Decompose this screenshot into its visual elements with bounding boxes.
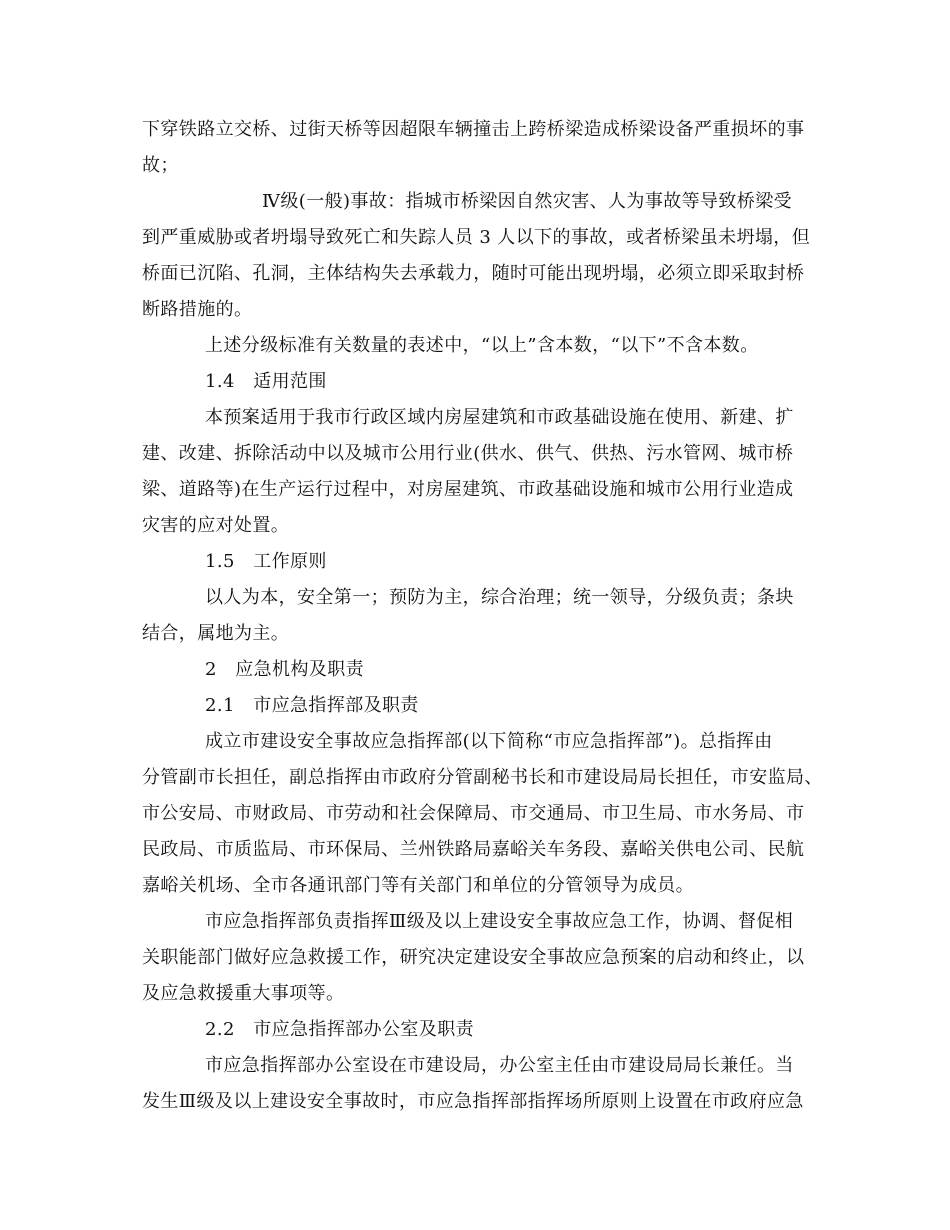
text-line: 结合，属地为主。 xyxy=(142,623,290,644)
text-line: 灾害的应对处置。 xyxy=(142,515,290,536)
text-line: 梁、道路等)在生产运行过程中，对房屋建筑、市政基础设施和城市公用行业造成 xyxy=(142,479,794,500)
text-line: 桥面已沉陷、孔洞，主体结构失去承载力，随时可能出现坍塌，必须立即采取封桥 xyxy=(142,263,805,284)
text-line: 成立市建设安全事故应急指挥部(以下简称“市应急指挥部”)。总指挥由 xyxy=(205,731,773,752)
text-line: 分管副市长担任，副总指挥由市政府分管副秘书长和市建设局局长担任，市安监局、 xyxy=(142,767,823,788)
section-heading: 2 应急机构及职责 xyxy=(205,659,365,680)
text-line: 民政局、市质监局、市环保局、兰州铁路局嘉峪关车务段、嘉峪关供电公司、民航 xyxy=(142,839,805,860)
text-line: 到严重威胁或者坍塌导致死亡和失踪人员 3 人以下的事故，或者桥梁虽未坍塌，但 xyxy=(142,227,811,248)
text-line: 本预案适用于我市行政区域内房屋建筑和市政基础设施在使用、新建、扩 xyxy=(205,407,794,428)
text-line: 建、改建、拆除活动中以及城市公用行业(供水、供气、供热、污水管网、城市桥 xyxy=(142,443,794,464)
text-line: Ⅳ级(一般)事故：指城市桥梁因自然灾害、人为事故等导致桥梁受 xyxy=(262,191,793,212)
text-line: 发生Ⅲ级及以上建设安全事故时，市应急指挥部指挥场所原则上设置在市政府应急 xyxy=(142,1091,804,1112)
section-heading: 1.5 工作原则 xyxy=(205,551,327,572)
text-line: 故； xyxy=(142,155,179,176)
section-heading: 1.4 适用范围 xyxy=(205,371,327,392)
text-line: 市公安局、市财政局、市劳动和社会保障局、市交通局、市卫生局、市水务局、市 xyxy=(142,803,805,824)
text-line: 下穿铁路立交桥、过街天桥等因超限车辆撞击上跨桥梁造成桥梁设备严重损坏的事 xyxy=(142,119,805,140)
text-line: 上述分级标准有关数量的表述中，“以上”含本数，“以下”不含本数。 xyxy=(205,335,759,356)
section-heading: 2.1 市应急指挥部及职责 xyxy=(205,695,419,716)
text-line: 市应急指挥部负责指挥Ⅲ级及以上建设安全事故应急工作，协调、督促相 xyxy=(205,911,794,932)
section-heading: 2.2 市应急指挥部办公室及职责 xyxy=(205,1019,475,1040)
text-line: 以人为本，安全第一；预防为主，综合治理；统一领导，分级负责；条块 xyxy=(205,587,794,608)
text-line: 及应急救援重大事项等。 xyxy=(142,983,345,1004)
text-line: 关职能部门做好应急救援工作，研究决定建设安全事故应急预案的启动和终止，以 xyxy=(142,947,805,968)
text-line: 市应急指挥部办公室设在市建设局，办公室主任由市建设局局长兼任。当 xyxy=(205,1055,794,1076)
text-line: 嘉峪关机场、全市各通讯部门等有关部门和单位的分管领导为成员。 xyxy=(142,875,694,896)
text-line: 断路措施的。 xyxy=(142,299,253,320)
